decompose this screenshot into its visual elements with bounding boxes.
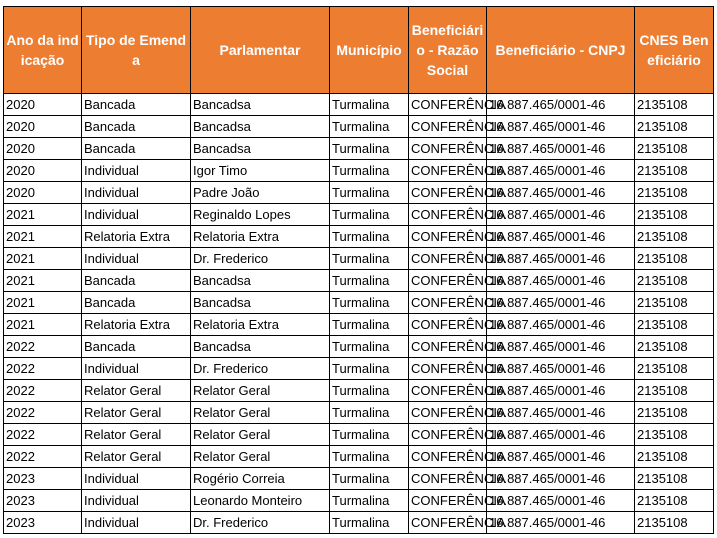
cell-tipo-de-emenda[interactable]: Individual: [82, 160, 191, 182]
cell-tipo-de-emenda[interactable]: Bancada: [82, 270, 191, 292]
cell-parlamentar[interactable]: Padre João: [191, 182, 330, 204]
cell-cnpj[interactable]: 16.887.465/0001-46: [487, 226, 635, 248]
cell-razao-social[interactable]: CONFERÊNCIA: [409, 336, 487, 358]
header-beneficiario-razao-social[interactable]: Beneficiário - Razão Social: [409, 7, 487, 94]
cell-ano[interactable]: 2021: [4, 248, 82, 270]
cell-tipo-de-emenda[interactable]: Bancada: [82, 336, 191, 358]
cell-razao-social[interactable]: CONFERÊNCIA: [409, 314, 487, 336]
cell-tipo-de-emenda[interactable]: Bancada: [82, 94, 191, 116]
cell-tipo-de-emenda[interactable]: Individual: [82, 490, 191, 512]
cell-municipio[interactable]: Turmalina: [330, 204, 409, 226]
cell-tipo-de-emenda[interactable]: Relator Geral: [82, 402, 191, 424]
cell-razao-social[interactable]: CONFERÊNCIA: [409, 380, 487, 402]
table-row: [4, 446, 714, 468]
cell-razao-social[interactable]: CONFERÊNCIA: [409, 402, 487, 424]
cell-parlamentar[interactable]: Dr. Frederico: [191, 248, 330, 270]
cell-tipo-de-emenda[interactable]: Individual: [82, 512, 191, 534]
cell-tipo-de-emenda[interactable]: Relatoria Extra: [82, 314, 191, 336]
emendas-table: [3, 6, 714, 534]
cell-parlamentar[interactable]: Bancadsa: [191, 94, 330, 116]
cell-cnes[interactable]: 2135108: [635, 446, 714, 468]
cell-municipio[interactable]: Turmalina: [330, 314, 409, 336]
cell-razao-social[interactable]: CONFERÊNCIA: [409, 116, 487, 138]
cell-razao-social[interactable]: CONFERÊNCIA: [409, 424, 487, 446]
cell-parlamentar[interactable]: Reginaldo Lopes: [191, 204, 330, 226]
cell-municipio[interactable]: Turmalina: [330, 94, 409, 116]
table-row: [4, 94, 714, 116]
table-row: [4, 226, 714, 248]
cell-municipio[interactable]: Turmalina: [330, 468, 409, 490]
table-row: [4, 490, 714, 512]
table-row: [4, 138, 714, 160]
cell-cnpj[interactable]: 16.887.465/0001-46: [487, 358, 635, 380]
table-row: [4, 424, 714, 446]
cell-ano[interactable]: 2021: [4, 270, 82, 292]
cell-cnpj[interactable]: 16.887.465/0001-46: [487, 424, 635, 446]
cell-cnes[interactable]: 2135108: [635, 292, 714, 314]
cell-ano[interactable]: 2021: [4, 204, 82, 226]
cell-razao-social[interactable]: CONFERÊNCIA: [409, 468, 487, 490]
cell-cnpj[interactable]: 16.887.465/0001-46: [487, 248, 635, 270]
cell-tipo-de-emenda[interactable]: Bancada: [82, 116, 191, 138]
cell-municipio[interactable]: Turmalina: [330, 248, 409, 270]
cell-cnes[interactable]: 2135108: [635, 182, 714, 204]
cell-cnpj[interactable]: 16.887.465/0001-46: [487, 490, 635, 512]
cell-municipio[interactable]: Turmalina: [330, 270, 409, 292]
cell-cnes[interactable]: 2135108: [635, 490, 714, 512]
cell-municipio[interactable]: Turmalina: [330, 424, 409, 446]
cell-ano[interactable]: 2023: [4, 468, 82, 490]
cell-parlamentar[interactable]: Relatoria Extra: [191, 314, 330, 336]
cell-cnes[interactable]: 2135108: [635, 512, 714, 534]
table-row: [4, 116, 714, 138]
cell-razao-social[interactable]: CONFERÊNCIA: [409, 182, 487, 204]
cell-cnes[interactable]: 2135108: [635, 336, 714, 358]
table-body: [4, 94, 714, 534]
cell-cnes[interactable]: 2135108: [635, 402, 714, 424]
cell-ano[interactable]: 2020: [4, 116, 82, 138]
cell-cnes[interactable]: 2135108: [635, 116, 714, 138]
cell-parlamentar[interactable]: Bancadsa: [191, 138, 330, 160]
cell-municipio[interactable]: Turmalina: [330, 226, 409, 248]
cell-cnpj[interactable]: 16.887.465/0001-46: [487, 336, 635, 358]
cell-tipo-de-emenda[interactable]: Individual: [82, 248, 191, 270]
cell-ano[interactable]: 2022: [4, 380, 82, 402]
cell-parlamentar[interactable]: Bancadsa: [191, 292, 330, 314]
cell-razao-social[interactable]: CONFERÊNCIA: [409, 160, 487, 182]
cell-ano[interactable]: 2020: [4, 94, 82, 116]
cell-razao-social[interactable]: CONFERÊNCIA: [409, 358, 487, 380]
header-municipio[interactable]: Município: [330, 7, 409, 94]
cell-cnes[interactable]: 2135108: [635, 94, 714, 116]
cell-cnpj[interactable]: 16.887.465/0001-46: [487, 468, 635, 490]
cell-razao-social[interactable]: CONFERÊNCIA: [409, 226, 487, 248]
table-row: [4, 512, 714, 534]
cell-ano[interactable]: 2023: [4, 490, 82, 512]
cell-municipio[interactable]: Turmalina: [330, 160, 409, 182]
cell-tipo-de-emenda[interactable]: Relator Geral: [82, 380, 191, 402]
header-tipo-de-emenda[interactable]: Tipo de Emenda: [82, 7, 191, 94]
cell-cnpj[interactable]: 16.887.465/0001-46: [487, 204, 635, 226]
cell-cnpj[interactable]: 16.887.465/0001-46: [487, 116, 635, 138]
cell-tipo-de-emenda[interactable]: Relator Geral: [82, 446, 191, 468]
table-row: [4, 270, 714, 292]
cell-cnes[interactable]: 2135108: [635, 138, 714, 160]
cell-cnes[interactable]: 2135108: [635, 204, 714, 226]
cell-parlamentar[interactable]: Dr. Frederico: [191, 358, 330, 380]
cell-razao-social[interactable]: CONFERÊNCIA: [409, 138, 487, 160]
cell-cnpj[interactable]: 16.887.465/0001-46: [487, 380, 635, 402]
cell-cnes[interactable]: 2135108: [635, 270, 714, 292]
cell-cnpj[interactable]: 16.887.465/0001-46: [487, 512, 635, 534]
cell-cnes[interactable]: 2135108: [635, 424, 714, 446]
cell-ano[interactable]: 2023: [4, 512, 82, 534]
cell-municipio[interactable]: Turmalina: [330, 446, 409, 468]
cell-tipo-de-emenda[interactable]: Bancada: [82, 138, 191, 160]
cell-ano[interactable]: 2020: [4, 182, 82, 204]
cell-tipo-de-emenda[interactable]: Individual: [82, 358, 191, 380]
cell-cnes[interactable]: 2135108: [635, 160, 714, 182]
cell-parlamentar[interactable]: Bancadsa: [191, 116, 330, 138]
cell-cnes[interactable]: 2135108: [635, 314, 714, 336]
cell-ano[interactable]: 2021: [4, 226, 82, 248]
table-row: [4, 314, 714, 336]
cell-ano[interactable]: 2021: [4, 314, 82, 336]
cell-ano[interactable]: 2022: [4, 424, 82, 446]
cell-cnpj[interactable]: 16.887.465/0001-46: [487, 292, 635, 314]
cell-razao-social[interactable]: CONFERÊNCIA: [409, 490, 487, 512]
cell-parlamentar[interactable]: Leonardo Monteiro: [191, 490, 330, 512]
table-row: [4, 358, 714, 380]
cell-municipio[interactable]: Turmalina: [330, 116, 409, 138]
header-cnes-beneficiario[interactable]: CNES Beneficiário: [635, 7, 714, 94]
cell-cnes[interactable]: 2135108: [635, 380, 714, 402]
cell-parlamentar[interactable]: Igor Timo: [191, 160, 330, 182]
cell-razao-social[interactable]: CONFERÊNCIA: [409, 204, 487, 226]
cell-tipo-de-emenda[interactable]: Individual: [82, 468, 191, 490]
header-ano-da-indicacao[interactable]: Ano da indicação: [4, 7, 82, 94]
cell-parlamentar[interactable]: Rogério Correia: [191, 468, 330, 490]
cell-cnpj[interactable]: 16.887.465/0001-46: [487, 94, 635, 116]
cell-tipo-de-emenda[interactable]: Individual: [82, 182, 191, 204]
cell-cnpj[interactable]: 16.887.465/0001-46: [487, 446, 635, 468]
cell-municipio[interactable]: Turmalina: [330, 336, 409, 358]
table-row: [4, 204, 714, 226]
header-beneficiario-cnpj[interactable]: Beneficiário - CNPJ: [487, 7, 635, 94]
cell-cnpj[interactable]: 16.887.465/0001-46: [487, 270, 635, 292]
cell-parlamentar[interactable]: Dr. Frederico: [191, 512, 330, 534]
cell-ano[interactable]: 2020: [4, 138, 82, 160]
cell-ano[interactable]: 2022: [4, 446, 82, 468]
table-row: [4, 182, 714, 204]
cell-municipio[interactable]: Turmalina: [330, 138, 409, 160]
cell-cnes[interactable]: 2135108: [635, 358, 714, 380]
header-row: [4, 7, 714, 94]
table-row: [4, 292, 714, 314]
cell-ano[interactable]: 2021: [4, 292, 82, 314]
cell-razao-social[interactable]: CONFERÊNCIA: [409, 512, 487, 534]
cell-tipo-de-emenda[interactable]: Individual: [82, 204, 191, 226]
cell-parlamentar[interactable]: Relator Geral: [191, 380, 330, 402]
cell-razao-social[interactable]: CONFERÊNCIA: [409, 446, 487, 468]
cell-cnpj[interactable]: 16.887.465/0001-46: [487, 402, 635, 424]
cell-ano[interactable]: 2022: [4, 336, 82, 358]
cell-cnpj[interactable]: 16.887.465/0001-46: [487, 160, 635, 182]
cell-parlamentar[interactable]: Relator Geral: [191, 424, 330, 446]
cell-ano[interactable]: 2022: [4, 402, 82, 424]
cell-cnpj[interactable]: 16.887.465/0001-46: [487, 138, 635, 160]
cell-municipio[interactable]: Turmalina: [330, 358, 409, 380]
cell-cnes[interactable]: 2135108: [635, 468, 714, 490]
cell-municipio[interactable]: Turmalina: [330, 380, 409, 402]
header-parlamentar[interactable]: Parlamentar: [191, 7, 330, 94]
cell-municipio[interactable]: Turmalina: [330, 402, 409, 424]
cell-cnpj[interactable]: 16.887.465/0001-46: [487, 182, 635, 204]
cell-parlamentar[interactable]: Bancadsa: [191, 270, 330, 292]
table-row: [4, 468, 714, 490]
cell-ano[interactable]: 2020: [4, 160, 82, 182]
cell-razao-social[interactable]: CONFERÊNCIA: [409, 270, 487, 292]
cell-municipio[interactable]: Turmalina: [330, 512, 409, 534]
table-row: [4, 336, 714, 358]
cell-tipo-de-emenda[interactable]: Bancada: [82, 292, 191, 314]
cell-parlamentar[interactable]: Bancadsa: [191, 336, 330, 358]
cell-razao-social[interactable]: CONFERÊNCIA: [409, 248, 487, 270]
cell-parlamentar[interactable]: Relator Geral: [191, 446, 330, 468]
cell-parlamentar[interactable]: Relator Geral: [191, 402, 330, 424]
cell-parlamentar[interactable]: Relatoria Extra: [191, 226, 330, 248]
cell-tipo-de-emenda[interactable]: Relator Geral: [82, 424, 191, 446]
spreadsheet-table-container: [3, 6, 714, 534]
table-row: [4, 380, 714, 402]
cell-cnpj[interactable]: 16.887.465/0001-46: [487, 314, 635, 336]
table-row: [4, 160, 714, 182]
cell-municipio[interactable]: Turmalina: [330, 182, 409, 204]
table-row: [4, 402, 714, 424]
cell-municipio[interactable]: Turmalina: [330, 490, 409, 512]
cell-razao-social[interactable]: CONFERÊNCIA: [409, 94, 487, 116]
cell-ano[interactable]: 2022: [4, 358, 82, 380]
table-row: [4, 248, 714, 270]
cell-razao-social[interactable]: CONFERÊNCIA: [409, 292, 487, 314]
cell-tipo-de-emenda[interactable]: Relatoria Extra: [82, 226, 191, 248]
cell-cnes[interactable]: 2135108: [635, 226, 714, 248]
cell-cnes[interactable]: 2135108: [635, 248, 714, 270]
cell-municipio[interactable]: Turmalina: [330, 292, 409, 314]
